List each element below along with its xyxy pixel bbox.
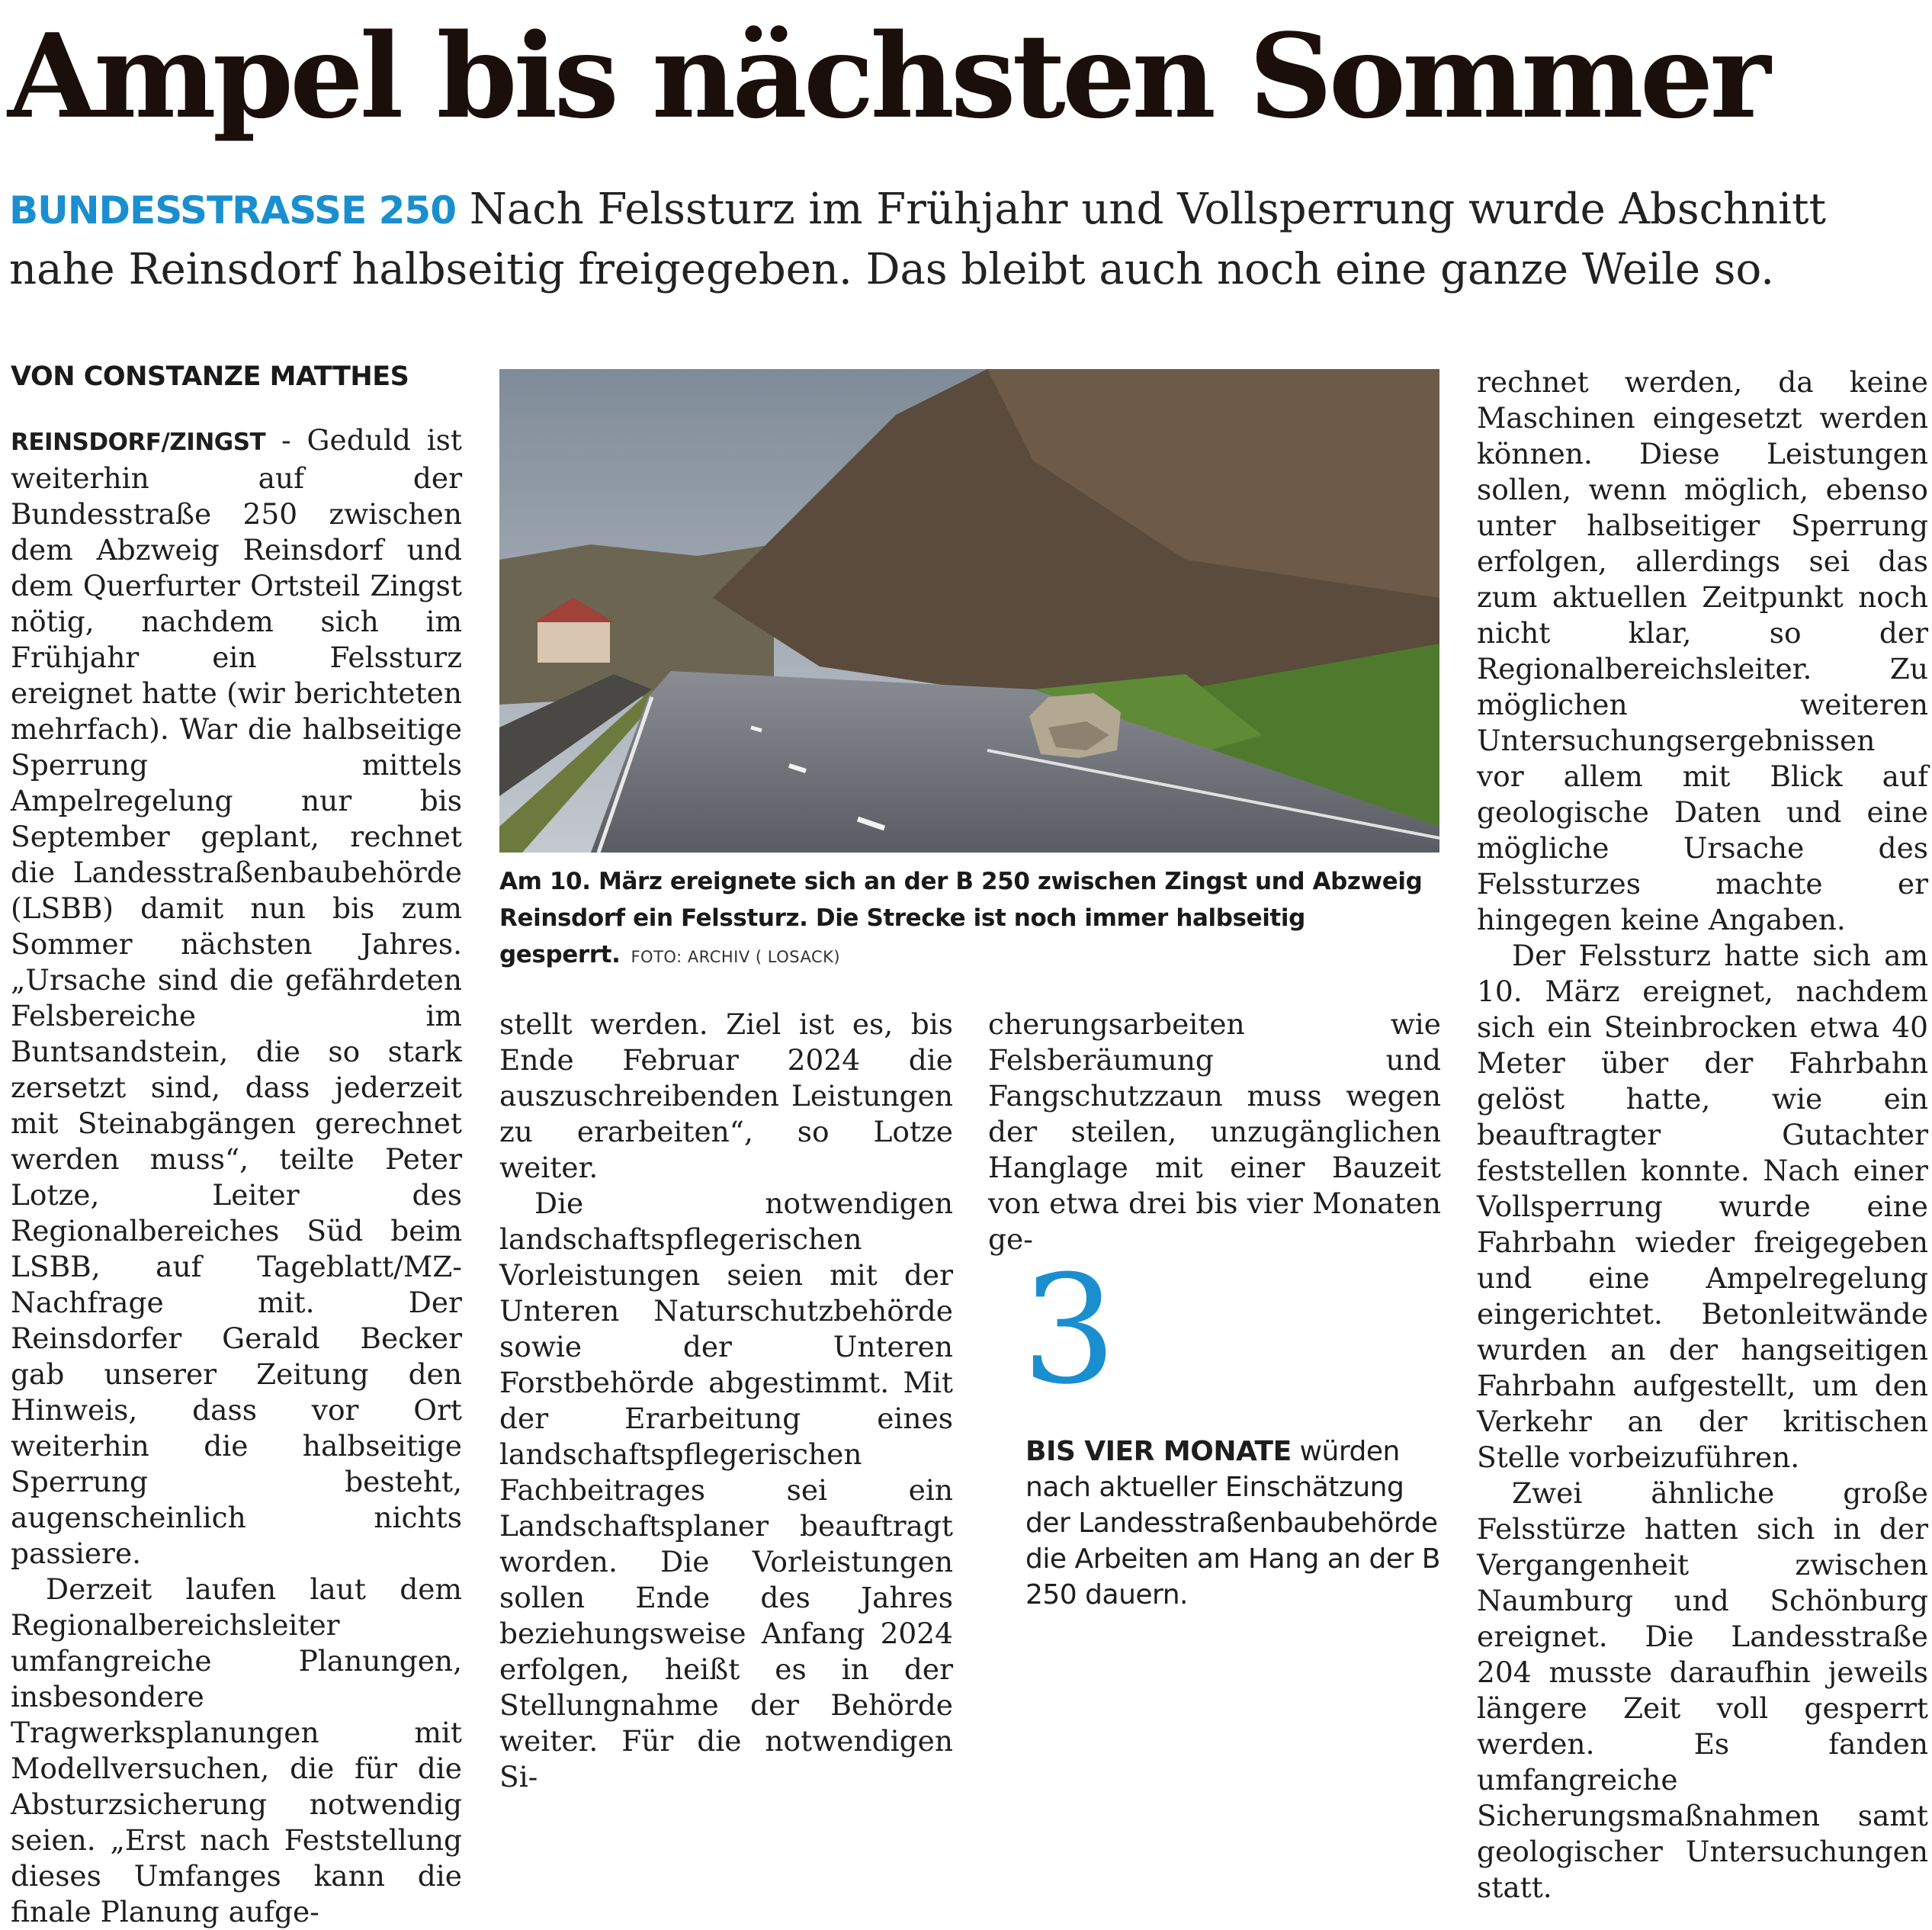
caption-text: Am 10. März ereignete sich an der B 250 zwischen Zingst und Abzweig Reinsdorf ein Felssturz. Die Strecke ist noch immer halbseitig gesperrt. (499, 868, 1423, 968)
byline: VON CONSTANZE MATTHES (11, 361, 409, 392)
rockfall-photo-illustration (499, 369, 1439, 853)
article-photo (499, 369, 1439, 853)
dateline: REINSDORF/ZINGST (11, 429, 266, 456)
paragraph: rechnet werden, da keine Maschinen eingesetzt werden können. Diese Leistungen sollen, wenn möglich, ebenso unter halbseitiger Sperrung erfolgen, allerdings sei das zum aktuellen Zeitpunkt noch nicht klar, so der Regionalbereichsleiter. Zu möglichen weiteren Untersuchungsergebnissen vor allem mit Blick auf geologische Daten und eine mögliche Ursache des Felssturzes machte er hingegen keine Angaben. (1477, 365, 1928, 936)
paragraph: Zwei ähnliche große Felsstürze hatten sich in der Vergangenheit zwischen Naumburg und Schönburg ereignet. Die Landesstraße 204 musste daraufhin jeweils längere Zeit voll gesperrt werden. Es fanden umfangreiche Sicherungsmaßnahmen samt geologischer Untersuchungen statt. (1477, 1476, 1928, 1904)
photo-credit: FOTO: ARCHIV ( LOSACK) (631, 948, 841, 966)
factbox-text: würden nach aktueller Einschätzung der Landesstraßenbaubehörde die Arbeiten am Hang an der B 250 dauern. (1025, 1436, 1440, 1610)
article-column-2 (499, 1007, 953, 1795)
factbox (1025, 1434, 1452, 1613)
paragraph: Derzeit laufen laut dem Regionalbereichsleiter umfangreiche Planungen, insbesondere Tragwerksplanungen mit Modellversuchen, die für die Absturzsicherung notwendig seien. „Erst nach Feststellung dieses Umfanges kann die finale Planung aufge- (11, 1572, 462, 1928)
paragraph-text: - Geduld ist weiterhin auf der Bundesstraße 250 zwischen dem Abzweig Reinsdorf und dem Querfurter Ortsteil Zingst nötig, nachdem sich im Frühjahr ein Felssturz ereignet hatte (wir berichteten mehrfach). War die halbseitige Sperrung mittels Ampelregelung nur bis September geplant, rechnet die Landesstraßenbaubehörde (LSBB) damit nun bis zum Sommer nächsten Jahres. „Ursache sind die gefährdeten Felsbereiche im Buntsandstein, die so stark zersetzt sind, dass jederzeit mit Steinabgängen gerechnet werden muss“, teilte Peter Lotze, Leiter des Regionalbereiches Süd beim LSBB, auf Tageblatt/MZ-Nachfrage mit. Der Reinsdorfer Gerald Becker gab unserer Zeitung den Hinweis, dass vor Ort weiterhin die halbseitige Sperrung besteht, augenscheinlich nichts passiere. (11, 423, 462, 1570)
headline: Ampel bis nächsten Sommer (8, 8, 1767, 144)
article-column-3 (988, 1007, 1441, 1257)
paragraph: Der Felssturz hatte sich am 10. März ereignet, nachdem sich ein Steinbrocken etwa 40 Meter über der Fahrbahn gelöst hatte, wie ein beauftragter Gutachter feststellen konnte. Nach einer Vollsperrung wurde eine Fahrbahn wieder freigegeben und eine Ampelregelung eingerichtet. Betonleitwände wurden an der hangseitigen Fahrbahn aufgestellt, um den Verkehr an der kritischen Stelle vorbeizuführen. (1477, 939, 1928, 1474)
photo-caption (499, 863, 1445, 975)
paragraph: cherungsarbeiten wie Felsberäumung und Fangschutzzaun muss wegen der steilen, unzugänglichen Hanglage mit einer Bauzeit von etwa drei bis vier Monaten ge- (988, 1007, 1441, 1256)
kicker: BUNDESSTRASSE 250 (9, 188, 457, 233)
article-column-4 (1477, 364, 1928, 1906)
paragraph: stellt werden. Ziel ist es, bis Ende Februar 2024 die auszuschreibenden Leistungen zu erarbeiten“, so Lotze weiter. (499, 1007, 953, 1184)
deck (9, 180, 1900, 300)
factbox-number: 3 (1022, 1244, 1117, 1418)
paragraph (11, 422, 462, 1572)
article-column-1 (11, 422, 462, 1930)
paragraph: Die notwendigen landschaftspflegerischen Vorleistungen seien mit der Unteren Naturschutzbehörde sowie der Unteren Forstbehörde abgestimmt. Mit der Erarbeitung eines landschaftspflegerischen Fachbeitrages sei ein Landschaftsplaner beauftragt worden. Die Vorleistungen sollen Ende des Jahres beziehungsweise Anfang 2024 erfolgen, heißt es in der Stellungnahme der Behörde weiter. Für die notwendigen Si- (499, 1187, 953, 1794)
factbox-lead: BIS VIER MONATE (1025, 1436, 1292, 1467)
deck-text: Nach Felssturz im Frühjahr und Vollsperrung wurde Abschnitt nahe Reinsdorf halbseitig freigegeben. Das bleibt auch noch eine ganze Weile so. (9, 185, 1827, 294)
